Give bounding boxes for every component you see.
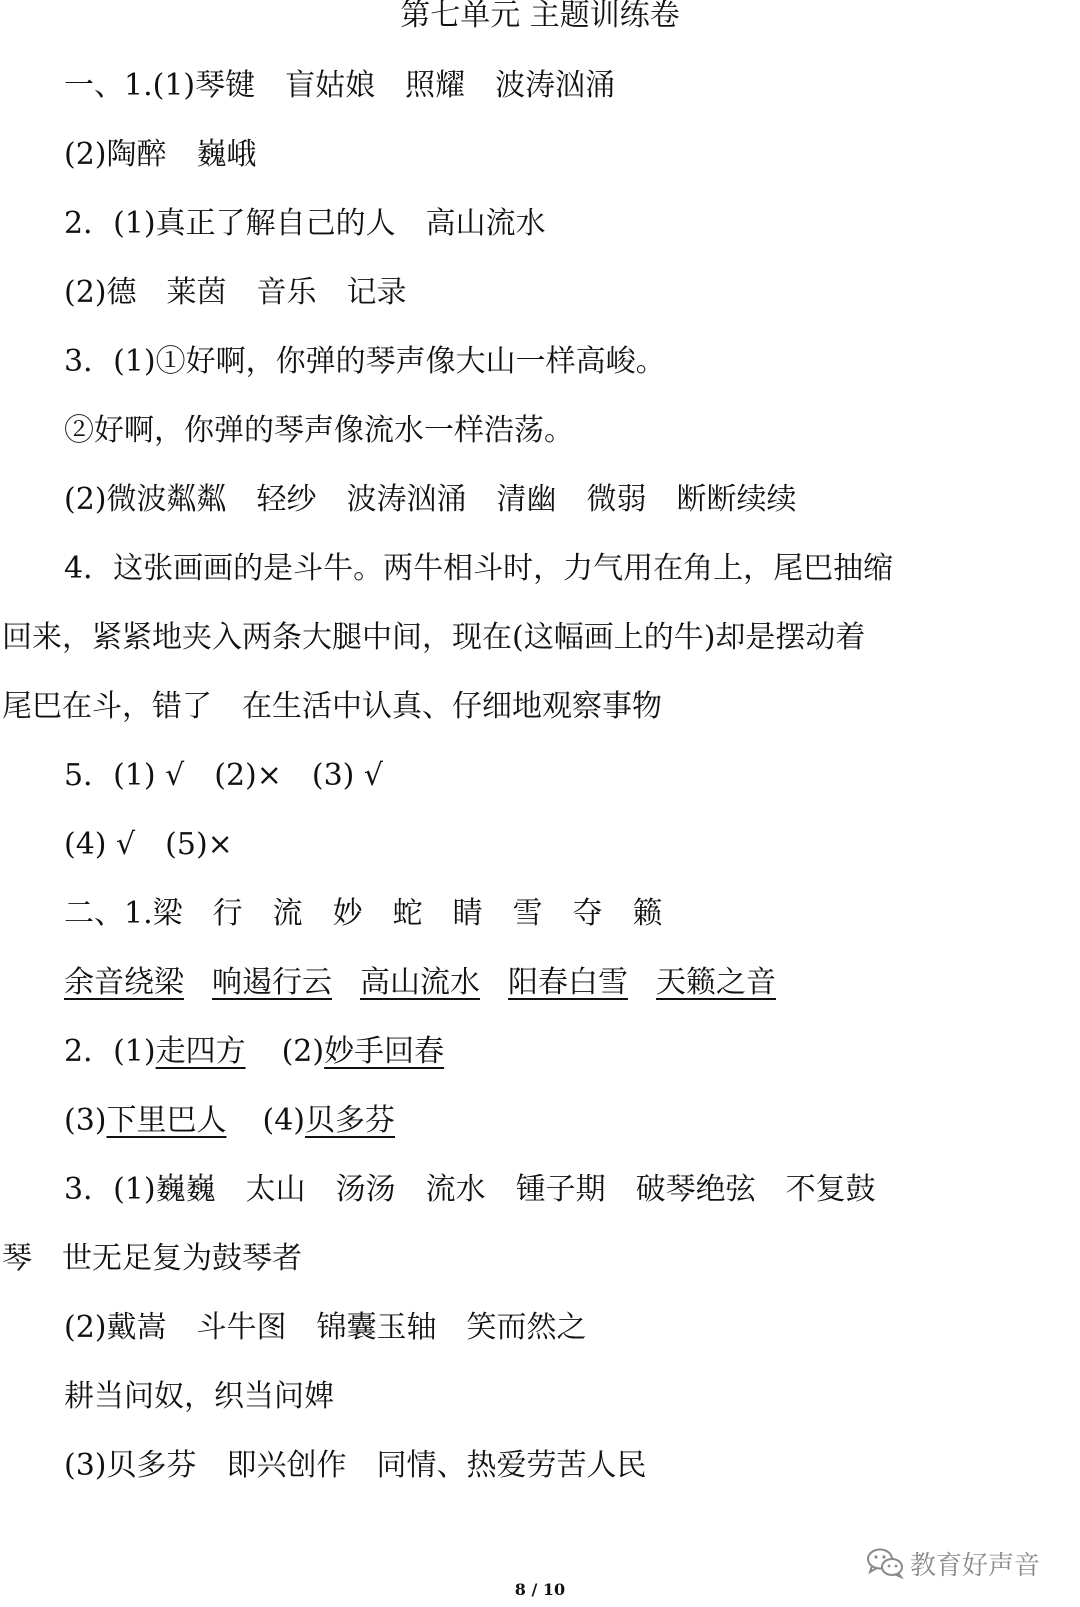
answer-line: 4．这张画画的是斗牛。两牛相斗时，力气用在角上，尾巴抽缩 [64,551,894,586]
answer-line: 3．(1)巍巍 太山 汤汤 流水 锺子期 破琴绝弦 不复鼓 [64,1172,876,1207]
answer-line: (2)陶醉 巍峨 [64,137,257,172]
answer-line: (4) √ (5)× [64,827,233,862]
answer-line [64,1101,395,1141]
idiom-answer: 高山流水 [360,965,480,1000]
answer-line: (2)德 莱茵 音乐 记录 [64,275,407,310]
answer-line: (3)贝多芬 即兴创作 同情、热爱劳苦人民 [64,1448,647,1483]
item-label: (2) [281,1034,325,1069]
answer-line: 尾巴在斗，错了 在生活中认真、仔细地观察事物 [2,689,662,724]
answer-line: 二、1.梁 行 流 妙 蛇 睛 雪 夺 籁 [64,896,663,931]
watermark [866,1543,1040,1583]
underlined-answer: 下里巴人 [106,1103,227,1138]
item-label: (4) [262,1103,305,1138]
answer-line: (2)微波粼粼 轻纱 波涛汹涌 清幽 微弱 断断续续 [64,482,797,517]
idiom-line [64,963,776,1003]
answer-line: 2．(1)真正了解自己的人 高山流水 [64,206,546,241]
idiom-answer: 响遏行云 [212,965,332,1000]
answer-line: (2)戴嵩 斗牛图 锦囊玉轴 笑而然之 [64,1310,587,1345]
idiom-answer: 阳春白雪 [508,965,628,1000]
answer-line [64,1032,444,1072]
idiom-answer: 余音绕梁 [64,965,184,1000]
answer-line: 回来，紧紧地夹入两条大腿中间，现在(这幅画上的牛)却是摆动着 [2,620,866,655]
answer-line: 耕当问奴，织当问婢 [64,1379,334,1414]
underlined-answer: 走四方 [155,1034,246,1069]
wechat-icon [866,1547,904,1579]
underlined-answer: 妙手回春 [324,1034,445,1069]
answer-line: 琴 世无足复为鼓琴者 [2,1241,302,1276]
watermark-text: 教育好声音 [910,1550,1041,1581]
answer-line: ②好啊，你弹的琴声像流水一样浩荡。 [64,413,574,448]
idiom-answer: 天籁之音 [656,965,776,1000]
answer-line: 5．(1) √ (2)× (3) √ [64,758,384,793]
item-label: (3) [64,1103,107,1138]
page-title: 第七单元 主题训练卷 [400,0,680,33]
underlined-answer: 贝多芬 [305,1103,395,1138]
answer-line: 3．(1)①好啊，你弹的琴声像大山一样高峻。 [64,344,666,379]
item-label: 2．(1) [64,1034,156,1069]
answer-line: 一、1.(1)琴键 盲姑娘 照耀 波涛汹涌 [64,68,616,103]
page-number: 8 / 10 [514,1580,566,1599]
